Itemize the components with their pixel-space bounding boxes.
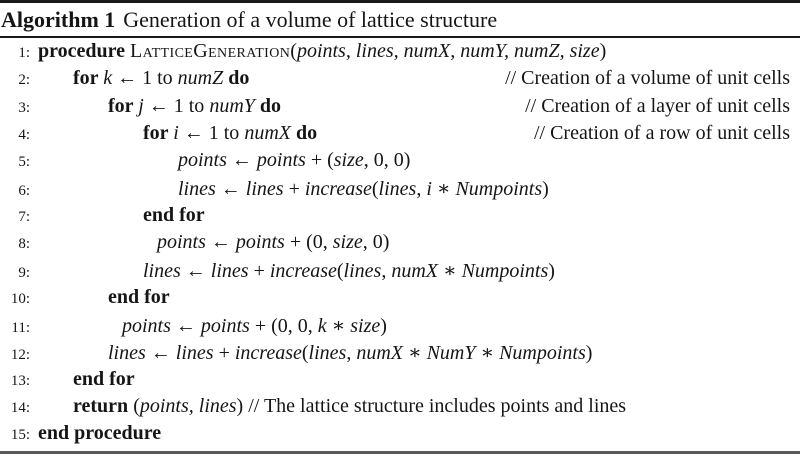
variable: numZ xyxy=(177,67,224,90)
variable: Numpoints xyxy=(499,342,586,365)
code-line xyxy=(0,313,790,340)
code-text: ( xyxy=(336,260,344,283)
keyword: procedure xyxy=(38,40,131,62)
procedure-name: LatticeGeneration xyxy=(130,40,291,62)
line-number: 15: xyxy=(10,427,30,444)
variable: Numpoints xyxy=(461,260,549,283)
line-number: 14: xyxy=(10,399,30,416)
code-text: + (0, xyxy=(284,231,333,254)
code-line xyxy=(0,286,790,313)
line-number: 8: xyxy=(18,236,30,253)
variable: increase xyxy=(234,342,302,365)
keyword: end for xyxy=(108,285,170,308)
code-text: ← 1 to xyxy=(112,67,178,90)
code-line xyxy=(0,231,790,258)
code-text: ← 1 to xyxy=(143,94,210,117)
code-line xyxy=(0,176,790,203)
algorithm-caption xyxy=(0,3,800,36)
code-text: ) xyxy=(548,260,555,283)
keyword: end procedure xyxy=(38,422,162,445)
variable: i xyxy=(426,178,432,201)
code-line xyxy=(0,340,790,367)
code-text: + xyxy=(283,178,305,201)
code-text: + xyxy=(248,260,270,283)
variable: increase xyxy=(269,260,337,283)
variable: points xyxy=(256,149,306,172)
code-text: ∗ xyxy=(475,342,500,365)
line-number: 5: xyxy=(18,154,30,171)
line-number: 7: xyxy=(18,208,30,225)
code-line xyxy=(0,422,790,449)
line-number: 1: xyxy=(18,45,30,61)
code-text: ∗ xyxy=(437,260,462,283)
variable: lines xyxy=(245,178,284,201)
variable: lines xyxy=(108,342,146,365)
algorithm-label: Algorithm 1 xyxy=(1,7,116,32)
variable: size xyxy=(333,149,364,172)
line-content xyxy=(38,395,626,418)
code-line xyxy=(0,395,790,422)
code-text: ) xyxy=(585,342,593,365)
keyword: do xyxy=(259,94,282,117)
code-text: , xyxy=(416,178,427,201)
code-text: ← xyxy=(145,342,176,365)
line-content xyxy=(38,286,170,309)
line-content xyxy=(38,231,389,254)
code-text: , xyxy=(381,260,392,283)
variable: numX xyxy=(356,342,403,365)
line-number: 10: xyxy=(10,290,30,307)
variable: numX xyxy=(391,260,438,283)
code-text: + ( xyxy=(305,149,334,172)
variable: k xyxy=(317,314,327,337)
line-content xyxy=(38,368,135,391)
keyword: for xyxy=(108,94,139,117)
code-text: ( xyxy=(301,342,309,365)
line-number: 3: xyxy=(18,99,30,116)
variable: i xyxy=(173,121,179,144)
line-content xyxy=(38,40,606,63)
code-line xyxy=(0,122,790,149)
variable: numX xyxy=(244,121,291,144)
code-text: ← 1 to xyxy=(178,121,245,144)
variable: points, lines xyxy=(139,394,237,417)
code-text: ) xyxy=(236,394,249,417)
line-content xyxy=(38,313,387,338)
variable: size xyxy=(350,314,381,337)
code-line xyxy=(0,368,790,395)
line-comment: // Creation of a layer of unit cells xyxy=(525,94,790,117)
line-content xyxy=(38,176,549,201)
line-content xyxy=(38,149,410,172)
line-content xyxy=(38,204,205,227)
line-number: 13: xyxy=(10,372,30,389)
code-line xyxy=(0,40,790,67)
variable: lines xyxy=(343,260,382,283)
line-number: 11: xyxy=(11,319,30,336)
code-text: ) xyxy=(599,40,607,62)
code-text: ∗ xyxy=(402,342,427,365)
line-number: 6: xyxy=(18,183,30,200)
line-content xyxy=(38,422,161,445)
code-line xyxy=(0,149,790,176)
line-content xyxy=(38,122,317,145)
bottom-rule xyxy=(0,451,800,454)
line-content xyxy=(38,340,592,365)
code-text: + xyxy=(213,342,235,365)
line-content xyxy=(38,258,555,283)
variable: lines xyxy=(178,178,216,201)
code-text: ( xyxy=(371,178,379,201)
line-comment: // Creation of a volume of unit cells xyxy=(505,67,790,90)
code-text: ← xyxy=(226,149,257,172)
code-text: ← xyxy=(215,178,246,201)
line-number: 9: xyxy=(18,265,30,282)
variable: NumY xyxy=(426,342,476,365)
code-text: ← xyxy=(170,314,201,337)
code-text: , 0, 0) xyxy=(363,149,411,172)
keyword: end for xyxy=(73,367,135,390)
code-text: ← xyxy=(180,260,211,283)
variable: points, lines, numX, numY, numZ, size xyxy=(296,40,600,62)
code-line xyxy=(0,258,790,285)
code-text: ) xyxy=(542,178,549,201)
keyword: do xyxy=(228,67,250,90)
variable: lines xyxy=(175,342,214,365)
code-text: ( xyxy=(133,394,140,417)
keyword: do xyxy=(295,121,318,144)
variable: Numpoints xyxy=(455,178,543,201)
variable: numY xyxy=(209,94,255,117)
variable: points xyxy=(235,231,285,254)
algorithm-title: Generation of a volume of lattice structure xyxy=(123,7,498,32)
line-comment: // Creation of a row of unit cells xyxy=(533,121,790,144)
keyword: for xyxy=(73,67,104,90)
code-text: ) xyxy=(380,314,387,337)
code-line xyxy=(0,95,790,122)
code-line xyxy=(0,204,790,231)
variable: k xyxy=(103,67,113,90)
code-text: , xyxy=(346,342,357,365)
line-number: 12: xyxy=(10,347,30,364)
line-number: 4: xyxy=(18,126,30,143)
variable: increase xyxy=(304,178,372,201)
code-lines xyxy=(0,38,800,449)
variable: size xyxy=(332,231,363,254)
keyword: return xyxy=(73,394,134,417)
line-content xyxy=(38,95,281,118)
variable: points xyxy=(200,314,250,337)
variable: points xyxy=(122,314,171,337)
variable: lines xyxy=(308,342,347,365)
variable: j xyxy=(138,94,144,117)
variable: lines xyxy=(210,260,249,283)
variable: lines xyxy=(378,178,417,201)
code-text: , 0) xyxy=(362,231,390,254)
keyword: end for xyxy=(143,203,205,226)
code-line xyxy=(0,67,790,94)
line-content xyxy=(38,67,249,90)
keyword: for xyxy=(143,121,174,144)
code-text: ∗ xyxy=(431,178,456,201)
line-number: 2: xyxy=(18,72,30,89)
variable: points xyxy=(178,149,227,172)
variable: lines xyxy=(143,260,181,283)
code-text: ← xyxy=(205,231,236,254)
code-text: // The lattice structure includes points and lines xyxy=(248,394,627,417)
code-text: ∗ xyxy=(326,314,351,337)
code-text: + (0, 0, xyxy=(249,314,318,337)
variable: points xyxy=(157,231,206,254)
code-text: ( xyxy=(290,40,297,62)
